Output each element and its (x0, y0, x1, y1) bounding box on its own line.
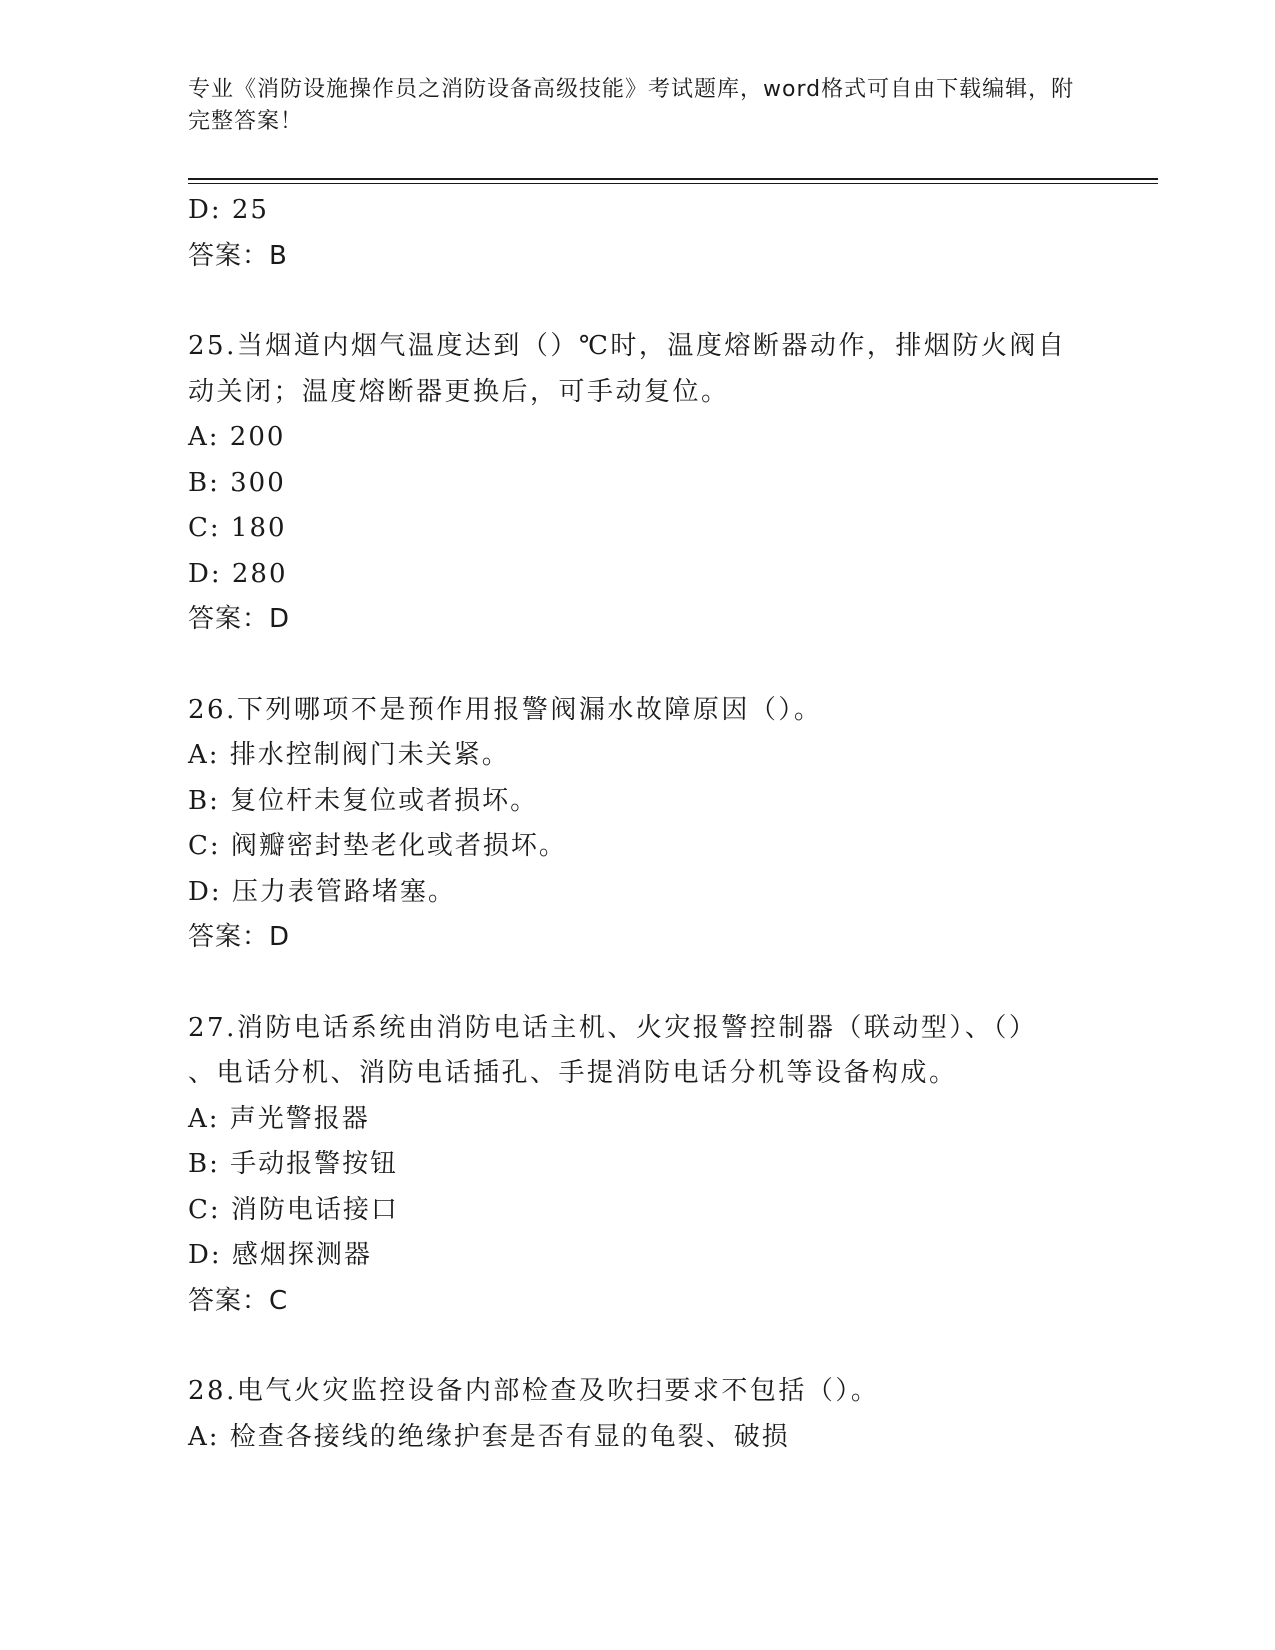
option-b: B: 复位杆未复位或者损坏。 (188, 785, 539, 816)
question-stem: 25.当烟道内烟气温度达到（）℃时，温度熔断器动作，排烟防火阀自 (188, 331, 1067, 361)
question-28 (188, 1369, 1088, 1460)
option-b: B: 300 (188, 467, 286, 498)
option-d: D: 280 (188, 558, 288, 589)
option-b: B: 手动报警按钮 (188, 1149, 399, 1179)
answer-line: 答案：B (188, 240, 288, 271)
page-header: 专业《消防设施操作员之消防设备高级技能》考试题库，word格式可自由下载编辑，附完整答案！ (188, 77, 1075, 134)
question-27 (188, 1006, 1088, 1325)
answer-line: 答案：D (188, 922, 291, 952)
question-stem: 26.下列哪项不是预作用报警阀漏水故障原因（）。 (188, 694, 823, 725)
option-a: A: 检查各接线的绝缘护套是否有显的龟裂、破损 (188, 1421, 790, 1452)
question-stem: 27.消防电话系统由消防电话主机、火灾报警控制器（联动型）、（） (188, 1012, 1038, 1043)
question-stem-continued: 、电话分机、消防电话插孔、手提消防电话分机等设备构成。 (188, 1058, 958, 1088)
option-d: D: 25 (188, 195, 269, 225)
option-a: A: 200 (188, 422, 286, 452)
question-stem: 28.电气火灾监控设备内部检查及吹扫要求不包括（）。 (188, 1376, 880, 1406)
question-content (188, 188, 1088, 1460)
question-25 (188, 324, 1088, 643)
option-d: D: 感烟探测器 (188, 1240, 372, 1270)
option-c: C: 180 (188, 513, 287, 543)
option-a: A: 声光警报器 (188, 1103, 370, 1134)
answer-line: 答案：D (188, 604, 291, 634)
question-stem-continued: 动关闭；温度熔断器更换后，可手动复位。 (188, 376, 730, 407)
question-26 (188, 688, 1088, 961)
option-d: D: 压力表管路堵塞。 (188, 876, 456, 907)
option-c: C: 阀瓣密封垫老化或者损坏。 (188, 831, 567, 861)
header-divider-thick (188, 178, 1158, 180)
option-a: A: 排水控制阀门未关紧。 (188, 740, 510, 770)
answer-line: 答案：C (188, 1285, 289, 1316)
header-divider-thin (188, 183, 1158, 184)
option-c: C: 消防电话接口 (188, 1194, 399, 1225)
